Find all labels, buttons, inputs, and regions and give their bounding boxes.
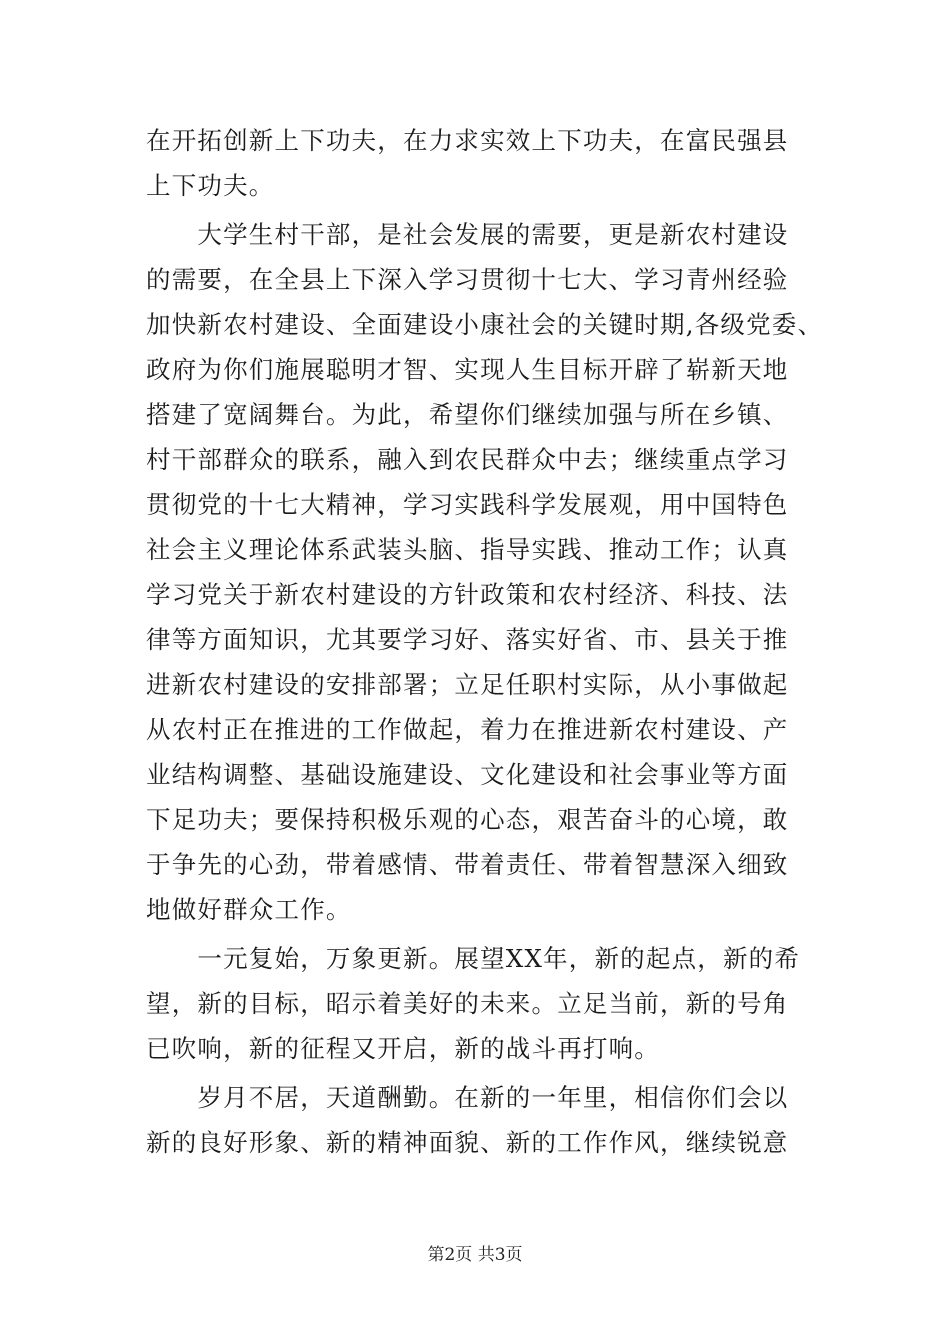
text-line: 在开拓创新上下功夫，在力求实效上下功夫，在富民强县 [146,126,789,155]
text-line: 从农村正在推进的工作做起，着力在推进新农村建设、产 [146,715,789,744]
text-line: 社会主义理论体系武装头脑、指导实践、推动工作；认真 [146,535,789,564]
text-line: 的需要，在全县上下深入学习贯彻十七大、学习青州经验 [146,265,789,294]
text-line: 贯彻党的十七大精神，学习实践科学发展观，用中国特色 [146,490,789,519]
text-line: 已吹响，新的征程又开启，新的战斗再打响。 [146,1034,660,1063]
text-line: 学习党关于新农村建设的方针政策和农村经济、科技、法 [146,580,789,609]
text-line: 进新农村建设的安排部署；立足任职村实际，从小事做起 [146,670,789,699]
text-line: 上下功夫。 [146,171,275,200]
text-line: 业结构调整、基础设施建设、文化建设和社会事业等方面 [146,760,789,789]
text-line: 加快新农村建设、全面建设小康社会的关键时期,各级党委、 [146,310,824,339]
page-number-footer: 第2页 共3页 [427,1245,523,1265]
text-line: 岁月不居，天道酬勤。在新的一年里，相信你们会以 [146,1083,789,1112]
text-line: 大学生村干部，是社会发展的需要，更是新农村建设 [146,220,789,249]
text-line: 政府为你们施展聪明才智、实现人生目标开辟了崭新天地 [146,355,789,384]
text-line: 搭建了宽阔舞台。为此，希望你们继续加强与所在乡镇、 [146,400,789,429]
text-line: 村干部群众的联系，融入到农民群众中去；继续重点学习 [146,445,789,474]
text-line: 一元复始，万象更新。展望XX年，新的起点，新的希 [146,944,801,973]
text-line: 律等方面知识，尤其要学习好、落实好省、市、县关于推 [146,625,789,654]
text-line: 新的良好形象、新的精神面貌、新的工作作风，继续锐意 [146,1128,789,1157]
text-line: 于争先的心劲，带着感情、带着责任、带着智慧深入细致 [146,850,789,879]
text-line: 地做好群众工作。 [146,895,352,924]
text-line: 下足功夫；要保持积极乐观的心态，艰苦奋斗的心境，敢 [146,805,789,834]
text-line: 望，新的目标，昭示着美好的未来。立足当前，新的号角 [146,989,789,1018]
document-body [146,118,824,1165]
